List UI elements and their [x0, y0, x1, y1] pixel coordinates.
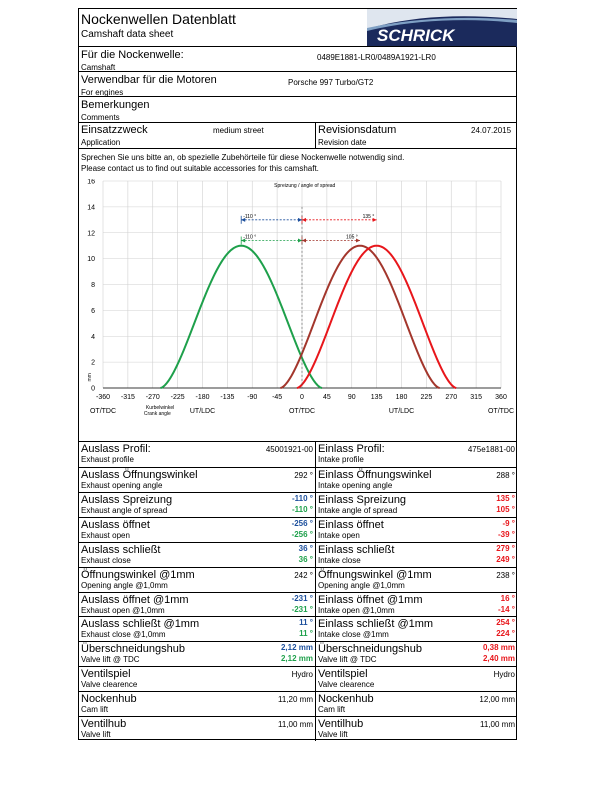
left-value: -256 ° — [291, 518, 313, 528]
arrow-head — [302, 218, 306, 222]
left-value: 292 ° — [294, 470, 313, 480]
comments-label-en: Comments — [81, 113, 120, 122]
right-value: Hydro — [493, 670, 515, 680]
x-axis-label-en: Crank angle — [143, 411, 171, 417]
camshaft-value: 0489E1881-LR0/0489A1921-LR0 — [317, 53, 436, 62]
right-row — [316, 641, 517, 667]
right-row — [316, 592, 517, 618]
right-label: Ventilhub — [318, 718, 364, 731]
right-row — [316, 567, 517, 593]
right-label: Einlass öffnet @1mm — [318, 593, 423, 606]
y-tick-label: 4 — [91, 333, 95, 341]
camshaft-label-en: Camshaft — [81, 63, 116, 72]
right-value: 279 ° — [496, 543, 515, 553]
exhaust-table — [79, 442, 315, 741]
right-label-en: Cam lift — [318, 705, 346, 715]
revision-label-en: Revision date — [318, 138, 367, 147]
y-tick-label: 6 — [91, 307, 95, 315]
right-label-en: Intake angle of spread — [318, 505, 398, 515]
right-value-alt: -14 ° — [498, 604, 515, 614]
left-row — [79, 592, 315, 618]
x-marker-label: OT/TDC — [288, 408, 316, 415]
x-marker-label: UT/LDC — [388, 408, 415, 415]
left-value-alt: -110 ° — [292, 504, 313, 514]
right-label-en: Opening angle @1,0mm — [318, 580, 405, 590]
data-sheet — [78, 8, 517, 740]
x-marker-label: UT/LDC — [189, 408, 216, 415]
left-value: Hydro — [291, 670, 313, 680]
right-label-en: Intake open — [318, 530, 360, 540]
right-value: 475e1881-00 — [467, 445, 515, 454]
application-value: medium street — [213, 126, 264, 135]
left-value-alt: 36 ° — [298, 554, 313, 564]
right-label-en: Valve clearence — [318, 680, 375, 690]
left-label-en: Exhaust open — [81, 530, 130, 540]
right-label: Nockenhub — [318, 693, 374, 706]
x-tick-label: 90 — [347, 394, 356, 401]
logo-text: SCHRICK — [377, 26, 455, 45]
right-value: 238 ° — [496, 570, 515, 580]
left-label-en: Exhaust close — [81, 555, 131, 565]
left-row — [79, 517, 315, 543]
left-value: 11,20 mm — [278, 695, 313, 705]
y-tick-label: 16 — [87, 179, 95, 186]
engines-value: Porsche 997 Turbo/GT2 — [288, 78, 374, 87]
right-row — [316, 467, 517, 493]
right-value: 12,00 mm — [479, 695, 515, 705]
left-label: Auslass schließt — [81, 543, 161, 556]
right-value-alt: 2,40 mm — [482, 654, 515, 664]
lift-curve — [160, 246, 321, 388]
x-tick-label: -360 — [95, 394, 111, 401]
chart-svg — [79, 179, 516, 437]
right-value: 254 ° — [496, 618, 515, 628]
left-row — [79, 492, 315, 518]
x-tick-label: -45 — [272, 394, 283, 401]
left-value: -110 ° — [292, 493, 313, 503]
right-value: -9 ° — [502, 518, 515, 528]
left-label: Auslass öffnet — [81, 518, 150, 531]
left-row — [79, 666, 315, 692]
right-label: Einlass Spreizung — [318, 493, 407, 506]
left-value: 11 ° — [299, 618, 313, 628]
right-row — [316, 691, 517, 717]
y-tick-label: 14 — [87, 204, 95, 212]
left-label-en: Valve lift @ TDC — [81, 655, 140, 665]
y-axis-label: mm — [87, 373, 93, 382]
left-value: -231 ° — [291, 593, 313, 603]
x-tick-label: -180 — [195, 394, 210, 401]
valve-lift-chart — [79, 179, 516, 442]
right-label: Ventilspiel — [318, 668, 368, 681]
arrow-head — [298, 239, 302, 243]
left-label: Auslass schließt @1mm — [81, 618, 200, 631]
page-subtitle: Camshaft data sheet — [81, 29, 174, 40]
lift-curve — [280, 246, 439, 388]
right-label-en: Intake open @1,0mm — [318, 605, 395, 615]
revision-value: 24.07.2015 — [471, 126, 512, 135]
page-title: Nockenwellen Datenblatt — [81, 11, 236, 27]
left-label-en: Opening angle @1,0mm — [81, 580, 168, 590]
left-value-alt: 11 ° — [299, 629, 313, 639]
right-label: Einlass öffnet — [318, 518, 384, 531]
x-tick-label: -225 — [170, 394, 185, 401]
right-label-en: Intake opening angle — [318, 480, 393, 490]
right-value-alt: -39 ° — [498, 529, 515, 539]
engines-label-en: For engines — [81, 88, 124, 97]
chart-title: Spreizung / angle of spread — [274, 183, 336, 189]
arrow-head — [302, 239, 306, 243]
left-label: Nockenhub — [81, 693, 137, 706]
right-row — [316, 616, 517, 642]
accessories-note: Sprechen Sie uns bitte an, ob spezielle Zubehörteile für diese Nockenwelle notwendig sind. — [81, 153, 405, 162]
accessories-note-en: Please contact us to find out suitable accessories for this camshaft. — [81, 164, 319, 173]
application-label: Einsatzzweck — [81, 124, 148, 136]
x-marker-label: OT/TDC — [487, 408, 515, 415]
right-label: Öffnungswinkel @1mm — [318, 568, 432, 581]
right-value-alt: 105 ° — [496, 504, 515, 514]
right-value: 16 ° — [500, 593, 515, 603]
left-row — [79, 641, 315, 667]
left-label-en: Cam lift — [81, 705, 109, 715]
x-marker-label: OT/TDC — [89, 408, 117, 415]
x-tick-label: 360 — [495, 394, 507, 401]
left-label: Auslass Spreizung — [81, 493, 173, 506]
comments-label: Bemerkungen — [81, 99, 150, 111]
x-tick-label: -135 — [220, 394, 235, 401]
right-row — [316, 666, 517, 692]
right-value-alt: 249 ° — [496, 554, 515, 564]
right-value: 0,38 mm — [482, 643, 515, 653]
spread-label: 105 ° — [346, 234, 358, 241]
x-tick-label: 180 — [395, 394, 408, 401]
left-value: 11,00 mm — [278, 720, 313, 730]
y-tick-label: 8 — [91, 282, 95, 289]
engines-label: Verwendbar für die Motoren — [81, 74, 217, 86]
right-label-en: Intake close @1mm — [318, 630, 389, 640]
left-value: 2,12 mm — [280, 643, 313, 653]
left-value-alt: -231 ° — [291, 604, 313, 614]
x-tick-label: 135 — [370, 394, 383, 401]
left-row — [79, 442, 315, 467]
left-label-en: Exhaust close @1,0mm — [81, 630, 166, 640]
application-label-en: Application — [81, 138, 121, 147]
left-label-en: Exhaust profile — [81, 455, 134, 464]
right-label-en: Intake profile — [318, 455, 364, 464]
x-tick-label: 270 — [445, 394, 458, 401]
left-row — [79, 616, 315, 642]
right-label: Einlass schließt @1mm — [318, 618, 434, 631]
left-label-en: Exhaust open @1,0mm — [81, 605, 165, 615]
logo-graphic — [367, 9, 517, 47]
spread-label: -110 ° — [243, 234, 257, 241]
left-value: 36 ° — [298, 543, 313, 553]
right-value: 11,00 mm — [480, 720, 515, 730]
right-row — [316, 442, 517, 467]
right-value: 288 ° — [496, 470, 515, 480]
x-tick-label: -315 — [120, 394, 135, 401]
right-label-en: Intake close — [318, 555, 361, 565]
y-tick-label: 2 — [91, 359, 95, 367]
right-value: 135 ° — [496, 493, 515, 503]
left-label: Auslass öffnet @1mm — [81, 593, 189, 606]
right-label: Einlass schließt — [318, 543, 395, 556]
left-value: 45001921-00 — [265, 445, 313, 454]
left-label: Überschneidungshub — [81, 643, 185, 656]
right-row — [316, 716, 517, 742]
left-label-en: Valve lift — [81, 730, 111, 740]
right-label: Einlass Profil: — [318, 443, 385, 455]
x-tick-label: 315 — [470, 394, 482, 401]
intake-table — [316, 442, 517, 741]
y-tick-label: 12 — [87, 230, 95, 238]
arrow-head — [298, 218, 302, 222]
left-row — [79, 467, 315, 493]
right-label: Einlass Öffnungswinkel — [318, 468, 432, 481]
right-label-en: Valve lift — [318, 730, 348, 740]
y-tick-label: 0 — [91, 385, 95, 393]
right-value-alt: 224 ° — [496, 629, 515, 639]
left-label-en: Exhaust angle of spread — [81, 505, 168, 515]
right-label: Überschneidungshub — [318, 643, 422, 656]
y-tick-label: 10 — [87, 256, 95, 264]
x-axis-label-de: Kurbelwinkel — [145, 405, 175, 411]
left-label: Öffnungswinkel @1mm — [81, 568, 195, 581]
spread-label: 135 ° — [362, 213, 375, 220]
x-tick-label: 0 — [300, 394, 304, 401]
left-label-en: Exhaust opening angle — [81, 480, 163, 490]
schrick-logo — [367, 9, 517, 47]
right-label-en: Valve lift @ TDC — [318, 655, 377, 665]
left-value-alt: -256 ° — [291, 529, 313, 539]
left-row — [79, 716, 315, 742]
right-row — [316, 517, 517, 543]
left-row — [79, 691, 315, 717]
x-tick-label: -270 — [145, 394, 160, 401]
camshaft-label: Für die Nockenwelle: — [81, 49, 184, 61]
left-label: Ventilspiel — [81, 668, 131, 681]
left-label: Ventilhub — [81, 718, 127, 731]
x-tick-label: 45 — [322, 394, 331, 401]
left-value-alt: 2,12 mm — [280, 654, 313, 664]
left-label-en: Valve clearence — [81, 680, 138, 690]
left-value: 242 ° — [294, 570, 313, 580]
spread-label: -110 ° — [243, 213, 257, 220]
left-label: Auslass Profil: — [81, 443, 151, 455]
left-label: Auslass Öffnungswinkel — [81, 468, 198, 481]
x-tick-label: -90 — [247, 394, 258, 401]
revision-label: Revisionsdatum — [318, 124, 397, 136]
left-row — [79, 567, 315, 593]
left-row — [79, 542, 315, 568]
right-row — [316, 492, 517, 518]
right-row — [316, 542, 517, 568]
x-tick-label: 225 — [420, 394, 433, 401]
